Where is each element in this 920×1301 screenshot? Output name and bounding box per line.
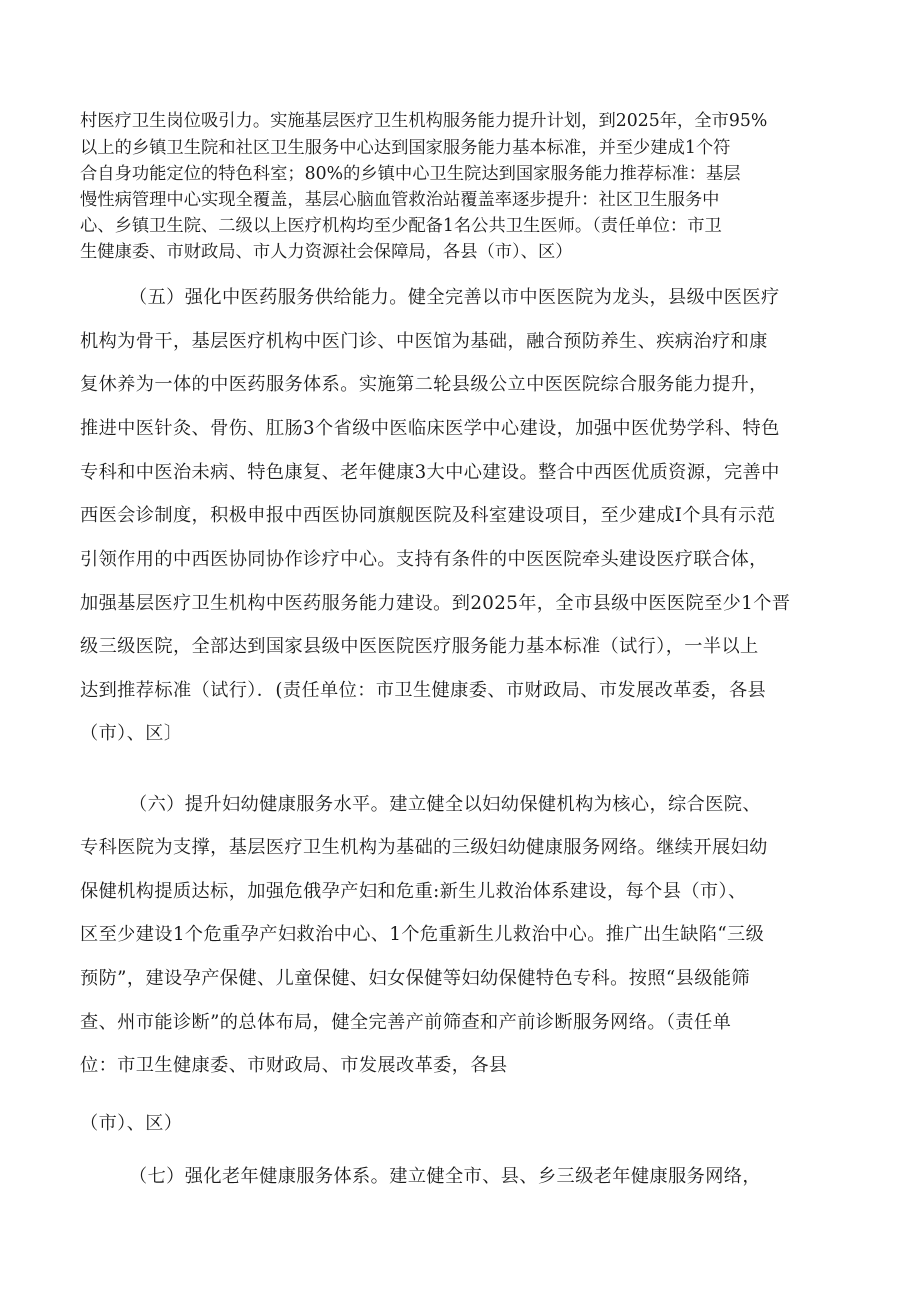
paragraph-line: 西医会诊制度，积极申报中西医协同旗舰医院及科室建设项目，至少建成I个具有示范 [80,505,776,526]
paragraph-line: 引领作用的中西医协同协作诊疗中心。支持有条件的中医医院牵头建设医疗联合体， [80,549,768,570]
paragraph-line: （市）、区） [80,1113,183,1134]
paragraph-line: （七）强化老年健康服务体系。建立健全市、县、乡三级老年健康服务网络， [129,1166,761,1187]
paragraph-line: 加强基层医疗卫生机构中医药服务能力建设。到2025年，全市县级中医医院至少1个晋 [80,593,791,614]
paragraph-line: 村医疗卫生岗位吸引力。实施基层医疗卫生机构服务能力提升计划，到2025年，全市95% [80,111,768,131]
paragraph-line: 复休养为一体的中医药服务体系。实施第二轮县级公立中医医院综合服务能力提升， [80,374,768,395]
paragraph-line: 机构为骨干，基层医疗机构中医门诊、中医馆为基础，融合预防养生、疾病治疗和康 [80,331,768,352]
paragraph-line: 慢性病管理中心实现全覆盖，基层心脑血管救治站覆盖率逐步提升：社区卫生服务中 [80,190,720,210]
paragraph-line: 生健康委、市财政局、市人力资源社会保障局，各县（市）、区） [80,242,573,262]
paragraph-line: 以上的乡镇卫生院和社区卫生服务中心达到国家服务能力基本标准，并至少建成1个符 [80,138,731,158]
paragraph-line: 合自身功能定位的特色科室；80%的乡镇中心卫生院达到国家服务能力推荐标准：基层 [80,164,741,184]
paragraph-line: 推进中医针灸、骨伤、肛肠3个省级中医临床医学中心建设，加强中医优势学科、特色 [80,418,780,439]
paragraph-line: 位：市卫生健康委、市财政局、市发展改革委，各县 [80,1055,508,1076]
paragraph-line: （市）、区〕 [80,723,183,744]
paragraph-line: 心、乡镇卫生院、二级以上医疗机构均至少配备1名公共卫生医师。（责任单位：市卫 [80,216,722,236]
paragraph-line: 查、州市能诊断”的总体布局，健全完善产前筛查和产前诊断服务网络。（责任单 [80,1012,732,1033]
paragraph-line: 保健机构提质达标，加强危俄孕产妇和危重:新生儿救治体系建设，每个县（市）、 [80,881,747,902]
paragraph-line: 区至少建设1个危重孕产妇救治中心、1个危重新生儿救治中心。推广出生缺陷“三级 [80,924,765,945]
paragraph-line: （六）提升妇幼健康服务水平。建立健全以妇幼保健机构为核心，综合医院、 [129,794,761,815]
paragraph-line: 达到推荐标准（试行）．(责任单位：市卫生健康委、市财政局、市发展改革委，各县 [80,680,767,701]
paragraph-line: （五）强化中医药服务供给能力。健全完善以市中医医院为龙头，县级中医医疗 [129,287,780,308]
paragraph-line: 预防”，建设孕产保健、儿童保健、妇女保健等妇幼保健特色专科。按照“县级能筛 [80,968,750,989]
paragraph-line: 专科医院为支撑，基层医疗卫生机构为基础的三级妇幼健康服务网络。继续开展妇幼 [80,837,768,858]
paragraph-line: 级三级医院，全部达到国家县级中医医院医疗服务能力基本标准（试行），一半以上 [80,636,759,657]
paragraph-line: 专科和中医治未病、特色康复、老年健康3大中心建设。整合中西医优质资源，完善中 [80,462,780,483]
